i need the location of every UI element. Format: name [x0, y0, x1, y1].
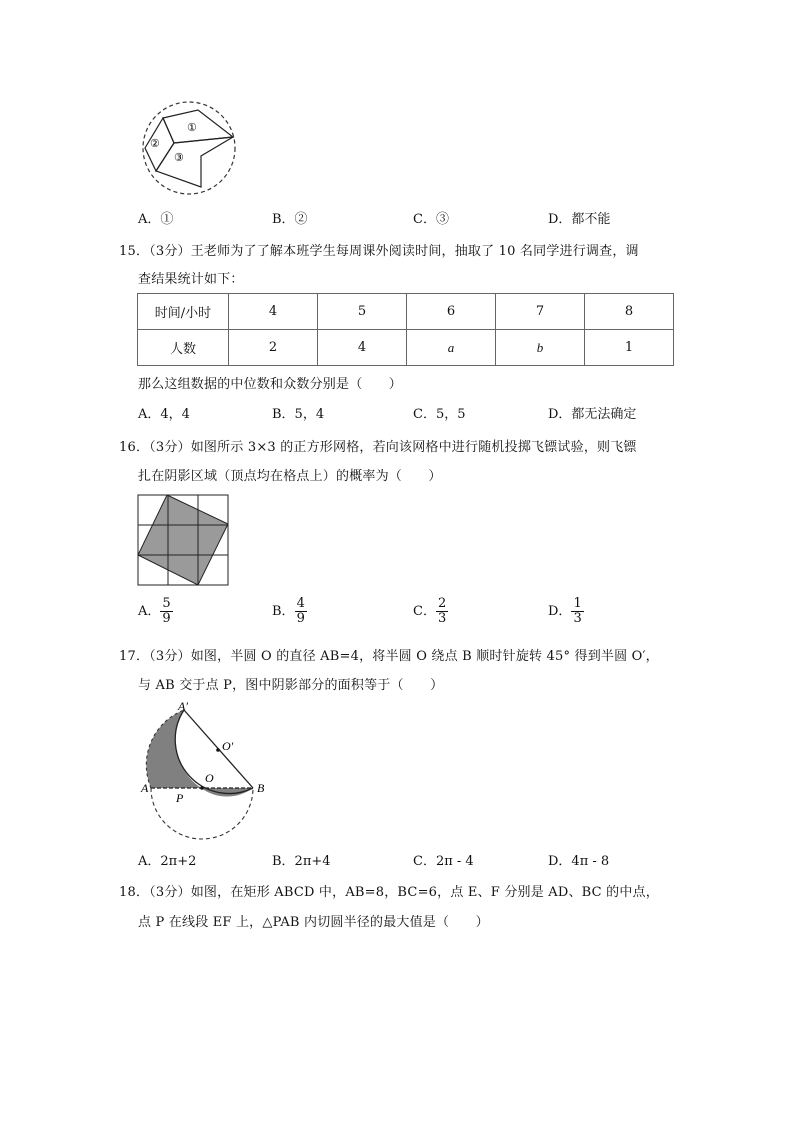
- q14-option-c[interactable]: C．③: [413, 212, 449, 227]
- table-cell: a: [407, 330, 496, 366]
- q17-point-o: [200, 786, 204, 790]
- q17-point-o-prime: [216, 748, 220, 752]
- q16-option-a-fraction: [160, 597, 172, 626]
- q16-option-d-fraction: [571, 597, 583, 626]
- q17-stem-line2: 与 AB 交于点 P，图中阴影部分的面积等于（ ）: [138, 678, 444, 693]
- q14-option-a[interactable]: A．①: [138, 212, 174, 227]
- q16-grid-figure: [137, 494, 229, 586]
- fraction-denominator: 9: [296, 611, 305, 626]
- q17-option-c[interactable]: C．2π - 4: [413, 854, 474, 869]
- table-cell: 时间/小时: [138, 294, 229, 330]
- q17-dashed-semicircle: [151, 788, 253, 839]
- q17-label-a: A: [141, 781, 149, 795]
- q17-option-d[interactable]: D．4π - 8: [548, 854, 610, 869]
- q14-label-2: ②: [150, 138, 160, 150]
- q14-option-d[interactable]: D．都不能: [548, 212, 611, 227]
- q17-stem-line1: 17．（3分）如图，半圆 O 的直径 AB=4，将半圆 O 绕点 B 顺时针旋转 45° 得到半圆 O′，: [119, 649, 659, 664]
- q16-option-a-letter: A．: [138, 604, 161, 619]
- q17-label-o: O: [205, 771, 214, 785]
- table-cell: b: [496, 330, 585, 366]
- q14-label-3: ③: [174, 152, 184, 164]
- q16-option-d[interactable]: [548, 597, 584, 626]
- table-row: [138, 294, 674, 330]
- table-cell: 6: [407, 294, 496, 330]
- table-row: [138, 330, 674, 366]
- q17-shaded-left: [146, 710, 201, 788]
- table-cell: 7: [496, 294, 585, 330]
- q16-shaded-square: [138, 495, 228, 585]
- table-cell: 人数: [138, 330, 229, 366]
- q16-option-c-letter: C．: [413, 604, 436, 619]
- q16-option-c[interactable]: [413, 597, 448, 626]
- table-cell: 4: [318, 330, 407, 366]
- q15-option-d[interactable]: D．都无法确定: [548, 407, 637, 422]
- q16-stem-line2: 扎在阴影区域（顶点均在格点上）的概率为（ ）: [138, 469, 442, 484]
- q15-option-c[interactable]: C．5，5: [413, 407, 466, 422]
- q15-stem-line2: 查结果统计如下：: [138, 272, 244, 287]
- q15-option-a[interactable]: A．4，4: [138, 407, 190, 422]
- q16-option-b-letter: B．: [272, 604, 295, 619]
- q17-label-b: B: [257, 781, 265, 795]
- q17-label-o-prime: O′: [222, 739, 234, 753]
- table-cell: 1: [585, 330, 674, 366]
- q15-question: 那么这组数据的中位数和众数分别是（ ）: [138, 377, 403, 392]
- table-cell: 2: [229, 330, 318, 366]
- q15-stem-line1: 15．（3分）王老师为了了解本班学生每周课外阅读时间，抽取了 10 名同学进行调查，调: [119, 244, 639, 259]
- q14-label-1: ①: [187, 122, 197, 134]
- fraction-denominator: 3: [573, 611, 582, 626]
- q17-label-p: P: [176, 791, 184, 805]
- q16-stem-line1: 16．（3分）如图所示 3×3 的正方形网格，若向该网格中进行随机投掷飞镖试验，则飞镖: [119, 440, 637, 455]
- q16-option-a[interactable]: [138, 597, 173, 626]
- q14-figure: [138, 98, 240, 200]
- q16-option-b[interactable]: [272, 597, 307, 626]
- table-cell: 4: [229, 294, 318, 330]
- q15-table: [137, 293, 674, 366]
- q16-option-d-letter: D．: [548, 604, 572, 619]
- q16-option-b-fraction: [295, 597, 307, 626]
- q14-face-3: [156, 137, 233, 187]
- q16-option-c-fraction: [436, 597, 448, 626]
- q17-figure: [138, 698, 273, 840]
- q14-option-b[interactable]: B．②: [272, 212, 308, 227]
- fraction-numerator: 2: [437, 596, 447, 611]
- q17-option-a[interactable]: A．2π+2: [138, 854, 197, 869]
- table-cell: 8: [585, 294, 674, 330]
- fraction-numerator: 5: [162, 596, 171, 611]
- fraction-denominator: 3: [437, 611, 447, 626]
- table-cell: 5: [318, 294, 407, 330]
- q17-label-a-prime: A′: [178, 699, 188, 713]
- fraction-numerator: 1: [573, 596, 582, 611]
- q18-stem-line1: 18．（3分）如图，在矩形 ABCD 中，AB=8，BC=6，点 E、F 分别是 AD、BC 的中点，: [119, 885, 659, 900]
- fraction-denominator: 9: [162, 611, 171, 626]
- q18-stem-line2: 点 P 在线段 EF 上，△PAB 内切圆半径的最大值是（ ）: [138, 915, 489, 930]
- q17-option-b[interactable]: B．2π+4: [272, 854, 331, 869]
- q15-option-b[interactable]: B．5，4: [272, 407, 325, 422]
- fraction-numerator: 4: [296, 596, 305, 611]
